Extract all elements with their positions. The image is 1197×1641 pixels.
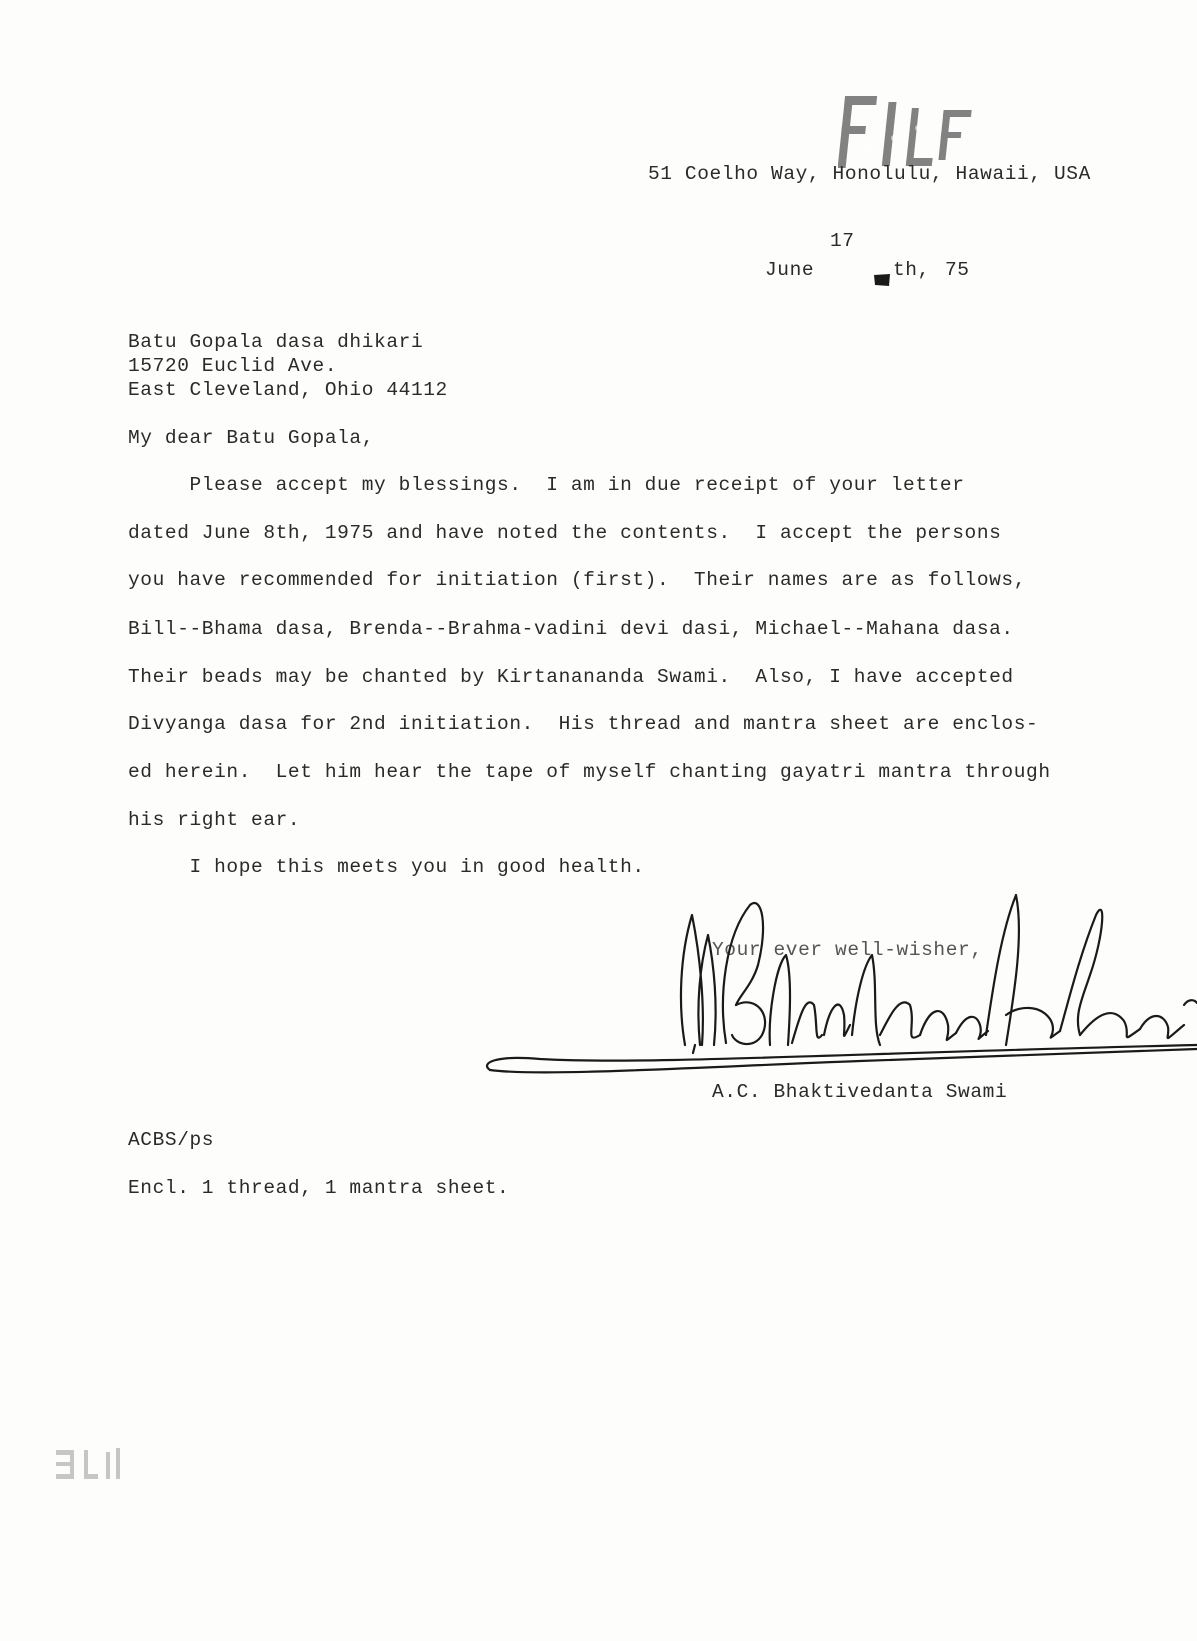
- date-month: June: [765, 259, 815, 281]
- body-line: Bill--Bhama dasa, Brenda--Brahma-vadini devi dasi, Michael--Mahana dasa.: [128, 618, 1014, 640]
- closing: Your ever well-wisher,: [712, 939, 983, 961]
- body-line: Please accept my blessings. I am in due receipt of your letter: [128, 474, 965, 496]
- enclosures: Encl. 1 thread, 1 mantra sheet.: [128, 1177, 510, 1199]
- body-closing-line: I hope this meets you in good health.: [128, 856, 645, 878]
- recipient-name: Batu Gopala dasa dhikari: [128, 331, 424, 353]
- salutation: My dear Batu Gopala,: [128, 427, 375, 449]
- date-year: 75: [945, 259, 970, 281]
- body-line: ed herein. Let him hear the tape of myself chanting gayatri mantra through: [128, 761, 1051, 783]
- body-line: his right ear.: [128, 809, 301, 831]
- body-line: you have recommended for initiation (first). Their names are as follows,: [128, 569, 1027, 591]
- recipient-street: 15720 Euclid Ave.: [128, 355, 338, 377]
- faded-file-stamp: [50, 1440, 130, 1490]
- ink-blot: [872, 272, 892, 288]
- reference-initials: ACBS/ps: [128, 1129, 215, 1151]
- date-day-suffix: th,: [893, 259, 930, 281]
- date-correction: 17: [830, 230, 855, 252]
- body-line: Their beads may be chanted by Kirtanananda Swami. Also, I have accepted: [128, 666, 1014, 688]
- sender-address: 51 Coelho Way, Honolulu, Hawaii, USA: [648, 163, 1091, 185]
- recipient-city: East Cleveland, Ohio 44112: [128, 379, 448, 401]
- signature-name: A.C. Bhaktivedanta Swami: [712, 1081, 1008, 1103]
- body-line: Divyanga dasa for 2nd initiation. His thread and mantra sheet are enclos-: [128, 713, 1039, 735]
- body-line: dated June 8th, 1975 and have noted the contents. I accept the persons: [128, 522, 1002, 544]
